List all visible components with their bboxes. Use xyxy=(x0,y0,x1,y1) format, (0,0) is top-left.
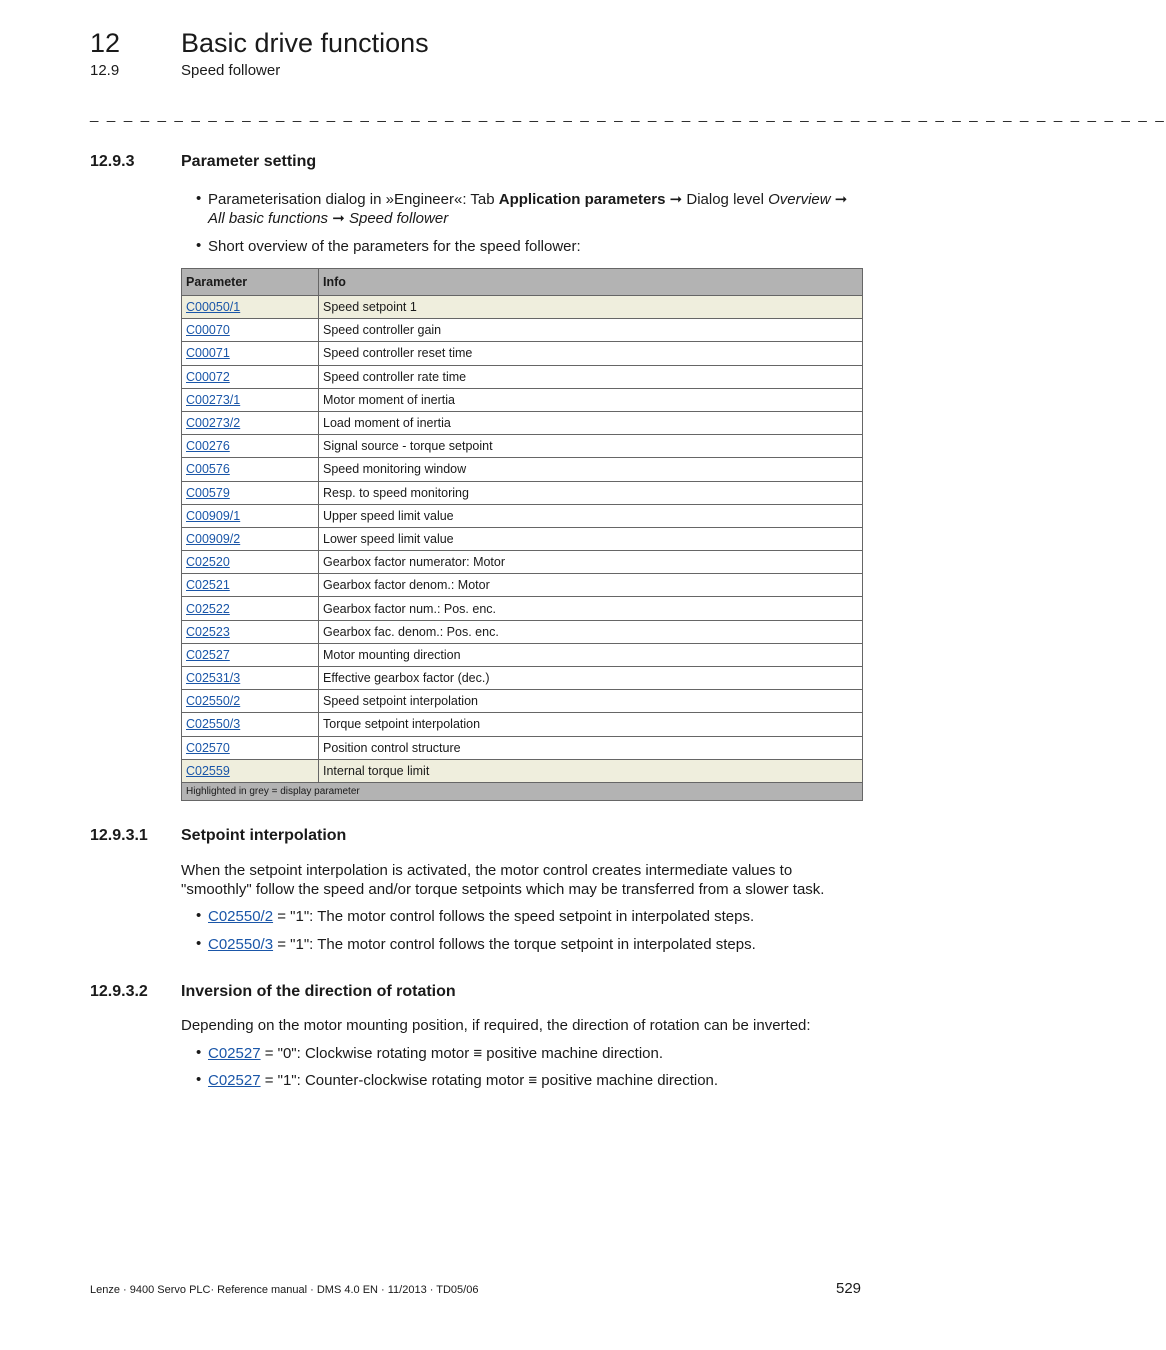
table-row xyxy=(182,620,863,643)
parameter-table xyxy=(181,268,863,801)
subsection-number: 12.9.3.2 xyxy=(90,983,148,1000)
parameter-link[interactable]: C00273/2 xyxy=(186,416,241,431)
parameter-link[interactable]: C00909/1 xyxy=(186,508,241,523)
parameter-link[interactable]: C02570 xyxy=(186,740,230,755)
table-cell: Effective gearbox factor (dec.) xyxy=(319,667,863,690)
table-row xyxy=(182,458,863,481)
table-cell: Speed setpoint 1 xyxy=(319,296,863,319)
parameter-link[interactable]: C02527 xyxy=(208,1072,261,1089)
overview-bullet: Short overview of the parameters for the speed follower: xyxy=(208,238,581,255)
table-cell: Signal source - torque setpoint xyxy=(319,435,863,458)
bullet-italic-text: Overview xyxy=(768,191,831,208)
table-cell: Speed controller reset time xyxy=(319,342,863,365)
bullet-italic-text: Speed follower xyxy=(348,210,449,227)
parameter-link[interactable]: C02520 xyxy=(186,555,230,570)
parameter-link[interactable]: C02550/3 xyxy=(186,717,241,732)
bullet-text: = "0": Clockwise rotating motor ≡ positive machine direction. xyxy=(260,1045,664,1062)
bullet-text: Parameterisation dialog in »Engineer«: Tab xyxy=(208,191,499,208)
parameter-link[interactable]: C02550/3 xyxy=(208,936,274,953)
table-row xyxy=(182,481,863,504)
dialog-path-bullet xyxy=(208,190,863,228)
bullet-bold-text: Application parameters xyxy=(498,191,666,208)
paragraph-line: "smoothly" follow the speed and/or torque setpoints which may be transferred from a slower task. xyxy=(181,881,825,898)
bullet-text: Dialog level xyxy=(686,191,769,208)
parameter-link[interactable]: C00070 xyxy=(186,323,230,338)
bullet-marker: • xyxy=(196,1044,202,1061)
bullet-marker: • xyxy=(196,190,202,207)
table-cell: Speed controller rate time xyxy=(319,365,863,388)
subsection-number: 12.9.3.1 xyxy=(90,827,148,844)
table-row xyxy=(182,667,863,690)
table-cell: Speed setpoint interpolation xyxy=(319,690,863,713)
column-header-parameter: Parameter xyxy=(182,269,319,296)
list-item xyxy=(208,1044,863,1063)
table-row xyxy=(182,551,863,574)
table-row xyxy=(182,690,863,713)
table-cell: Gearbox factor denom.: Motor xyxy=(319,574,863,597)
table-cell: Motor moment of inertia xyxy=(319,388,863,411)
chapter-title: Basic drive functions xyxy=(181,28,429,58)
paragraph-line: When the setpoint interpolation is activated, the motor control creates intermediate values to xyxy=(181,862,793,879)
parameter-link[interactable]: C00071 xyxy=(186,346,230,361)
parameter-link[interactable]: C00050/1 xyxy=(186,300,241,315)
table-footnote: Highlighted in grey = display parameter xyxy=(182,782,863,800)
parameter-link[interactable]: C02550/2 xyxy=(208,908,274,925)
table-cell: Gearbox factor numerator: Motor xyxy=(319,551,863,574)
table-row xyxy=(182,319,863,342)
table-row xyxy=(182,527,863,550)
table-row xyxy=(182,759,863,782)
parameter-link[interactable]: C02559 xyxy=(186,763,230,778)
parameter-link[interactable]: C00276 xyxy=(186,439,230,454)
paragraph: Depending on the motor mounting position, if required, the direction of rotation can be inverted: xyxy=(181,1017,811,1034)
subsection-title: Parameter setting xyxy=(181,153,317,170)
table-row xyxy=(182,411,863,434)
table-row xyxy=(182,388,863,411)
subsection-number: 12.9.3 xyxy=(90,153,135,170)
table-cell: Lower speed limit value xyxy=(319,527,863,550)
bullet-text: = "1": The motor control follows the speed setpoint in interpolated steps. xyxy=(273,908,755,925)
arrow-icon: ➞ xyxy=(328,210,349,227)
table-row xyxy=(182,296,863,319)
table-cell: Internal torque limit xyxy=(319,759,863,782)
table-row xyxy=(182,713,863,736)
table-header-row xyxy=(182,269,863,296)
section-title: Speed follower xyxy=(181,62,281,79)
table-cell: Motor mounting direction xyxy=(319,643,863,666)
table-cell: Speed monitoring window xyxy=(319,458,863,481)
table-cell: Resp. to speed monitoring xyxy=(319,481,863,504)
table-row xyxy=(182,342,863,365)
list-item xyxy=(208,907,863,926)
parameter-link[interactable]: C02550/2 xyxy=(186,694,241,709)
table-cell: Gearbox fac. denom.: Pos. enc. xyxy=(319,620,863,643)
table-cell: Speed controller gain xyxy=(319,319,863,342)
bullet-marker: • xyxy=(196,907,202,924)
page-number: 529 xyxy=(836,1280,862,1297)
parameter-link[interactable]: C02527 xyxy=(208,1045,261,1062)
parameter-link[interactable]: C02531/3 xyxy=(186,671,241,686)
bullet-italic-text: All basic functions xyxy=(208,210,329,227)
bullet-text: = "1": Counter-clockwise rotating motor ≡ positive machine direction. xyxy=(260,1072,719,1089)
bullet-marker: • xyxy=(196,237,202,254)
parameter-link[interactable]: C00909/2 xyxy=(186,531,241,546)
parameter-link[interactable]: C02523 xyxy=(186,624,230,639)
column-header-info: Info xyxy=(319,269,863,296)
header-divider: _ _ _ _ _ _ _ _ _ _ _ _ _ _ _ _ _ _ _ _ _ _ _ _ _ _ _ _ _ _ _ _ _ _ _ _ _ _ _ _ _ _ _ _ _ _ _ _ _ _ _ _ _ _ _ _ _ _ _ _ _ _ _ _ xyxy=(90,106,1166,123)
bullet-marker: • xyxy=(196,935,202,952)
bullet-marker: • xyxy=(196,1071,202,1088)
table-cell: Load moment of inertia xyxy=(319,411,863,434)
arrow-icon: ➞ xyxy=(830,191,848,208)
parameter-link[interactable]: C02521 xyxy=(186,578,230,593)
table-row xyxy=(182,597,863,620)
list-item xyxy=(208,935,863,954)
section-number: 12.9 xyxy=(90,62,120,79)
table-row xyxy=(182,574,863,597)
table-row xyxy=(182,365,863,388)
parameter-link[interactable]: C02527 xyxy=(186,647,230,662)
list-item xyxy=(208,1071,863,1090)
parameter-link[interactable]: C00072 xyxy=(186,369,230,384)
table-row xyxy=(182,736,863,759)
parameter-link[interactable]: C00579 xyxy=(186,485,230,500)
table-footnote-row xyxy=(182,782,863,800)
table-cell: Torque setpoint interpolation xyxy=(319,713,863,736)
table-cell: Gearbox factor num.: Pos. enc. xyxy=(319,597,863,620)
parameter-link[interactable]: C00576 xyxy=(186,462,230,477)
footer-text: Lenze · 9400 Servo PLC· Reference manual · DMS 4.0 EN · 11/2013 · TD05/06 xyxy=(90,1284,479,1296)
bullet-text: = "1": The motor control follows the torque setpoint in interpolated steps. xyxy=(273,936,756,953)
arrow-icon: ➞ xyxy=(665,191,687,208)
table-row xyxy=(182,504,863,527)
parameter-link[interactable]: C00273/1 xyxy=(186,392,241,407)
table-cell: Upper speed limit value xyxy=(319,504,863,527)
chapter-number: 12 xyxy=(90,28,121,58)
table-row xyxy=(182,435,863,458)
table-row xyxy=(182,643,863,666)
parameter-link[interactable]: C02522 xyxy=(186,601,230,616)
table-cell: Position control structure xyxy=(319,736,863,759)
subsection-title: Setpoint interpolation xyxy=(181,827,347,844)
subsection-title: Inversion of the direction of rotation xyxy=(181,983,456,1000)
